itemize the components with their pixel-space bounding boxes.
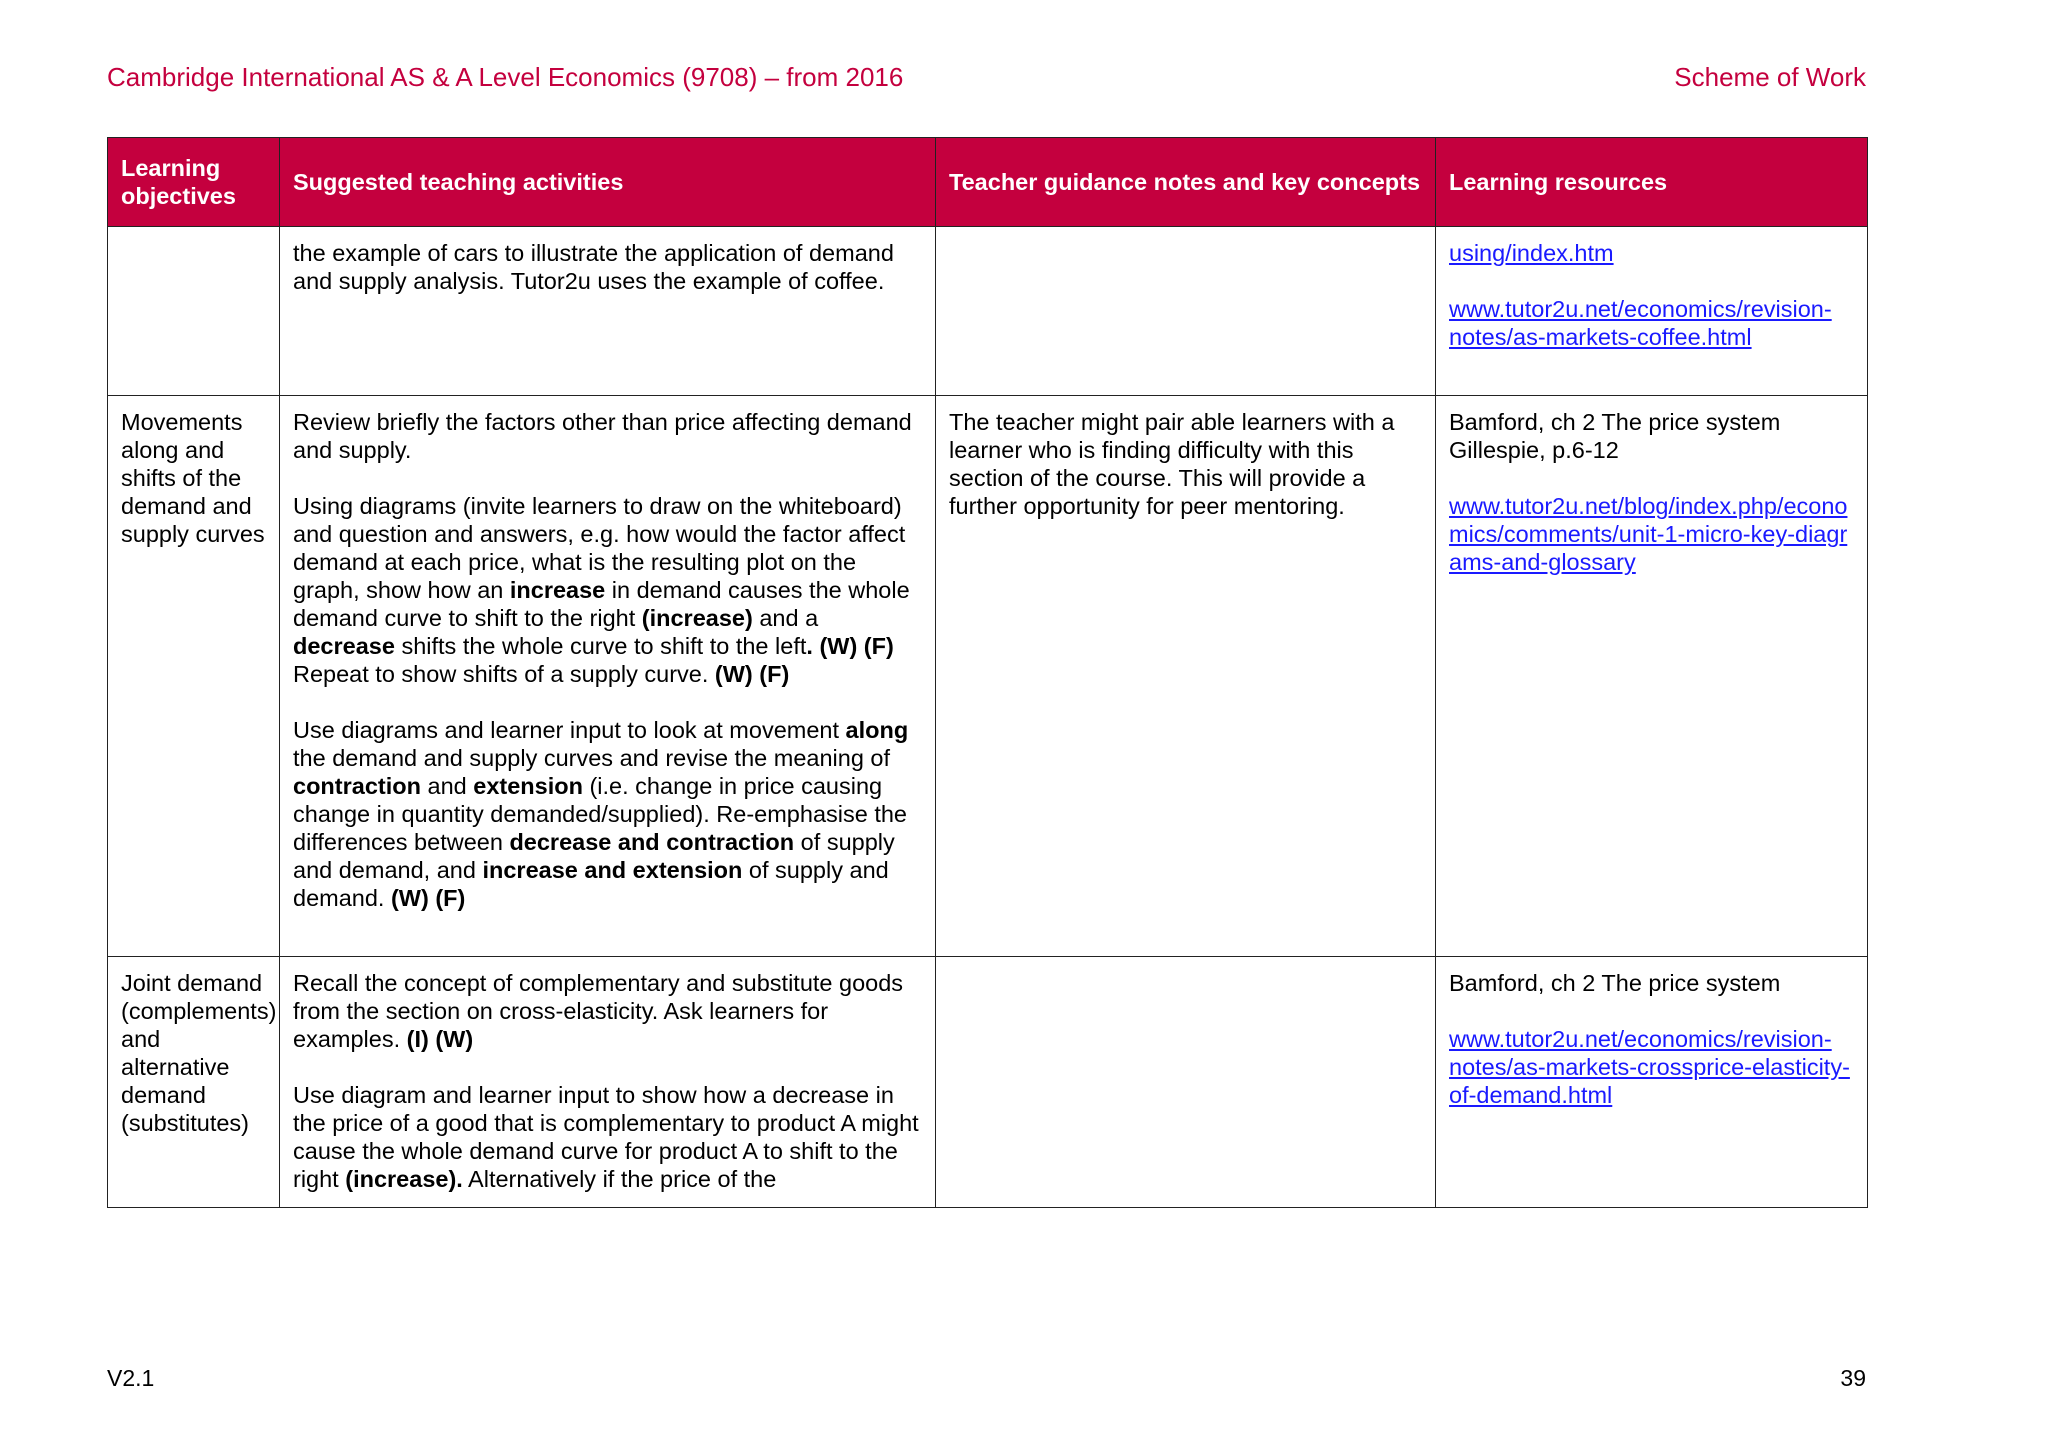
resource-link[interactable]: www.tutor2u.net/economics/revision-notes/as-markets-coffee.html bbox=[1449, 296, 1832, 350]
resource-text: Gillespie, p.6-12 bbox=[1449, 437, 1619, 463]
table-header-row bbox=[108, 138, 1868, 227]
activities-cell bbox=[280, 396, 936, 957]
document-subtitle: Scheme of Work bbox=[1674, 62, 1866, 92]
resources-cell bbox=[1436, 227, 1868, 396]
activity-text: Review briefly the factors other than price affecting demand and supply. bbox=[293, 409, 912, 463]
table-row bbox=[108, 227, 1868, 396]
resource-link[interactable]: using/index.htm bbox=[1449, 240, 1614, 266]
guidance-text: The teacher might pair able learners with a learner who is finding difficulty with this section of the course. This will provide a further opportunity for peer mentoring. bbox=[949, 409, 1395, 519]
resources-cell bbox=[1436, 957, 1868, 1208]
table-row bbox=[108, 957, 1868, 1208]
resources-cell bbox=[1436, 396, 1868, 957]
guidance-cell bbox=[936, 396, 1436, 957]
resource-text: Bamford, ch 2 The price system bbox=[1449, 970, 1781, 996]
column-header: Learning resources bbox=[1436, 138, 1868, 227]
version-label: V2.1 bbox=[107, 1365, 155, 1391]
column-header: Suggested teaching activities bbox=[280, 138, 936, 227]
guidance-cell bbox=[936, 227, 1436, 396]
column-header: Learning objectives bbox=[108, 138, 280, 227]
guidance-cell bbox=[936, 957, 1436, 1208]
activity-text: Using diagrams (invite learners to draw on the whiteboard) and question and answers, e.g. how would the factor affect demand at each price, what is the resulting plot on the graph, show how an increase in demand causes the whole demand curve to shift to the right (increase) and a decrease shifts the whole curve to shift to the left. (W) (F) Repeat to show shifts of a supply curve. (W) (F) bbox=[293, 493, 910, 687]
activity-text: the example of cars to illustrate the application of demand and supply analysis. Tutor2u uses the example of coffee. bbox=[293, 240, 894, 294]
activities-cell bbox=[280, 957, 936, 1208]
objective-cell bbox=[108, 227, 280, 396]
resource-link[interactable]: www.tutor2u.net/economics/revision-notes/as-markets-crossprice-elasticity-of-demand.html bbox=[1449, 1026, 1850, 1108]
document-title: Cambridge International AS & A Level Economics (9708) – from 2016 bbox=[107, 62, 904, 92]
table-row bbox=[108, 396, 1868, 957]
resource-link[interactable]: www.tutor2u.net/blog/index.php/economics/comments/unit-1-micro-key-diagrams-and-glossary bbox=[1449, 493, 1848, 575]
column-header: Teacher guidance notes and key concepts bbox=[936, 138, 1436, 227]
page-number: 39 bbox=[1840, 1365, 1866, 1391]
activity-text: Recall the concept of complementary and substitute goods from the section on cross-elasticity. Ask learners for examples. (I) (W) bbox=[293, 970, 904, 1052]
objective-cell: Movements along and shifts of the demand and supply curves bbox=[108, 396, 280, 957]
activity-text: Use diagrams and learner input to look at movement along the demand and supply curves and revise the meaning of contraction and extension (i.e. change in price causing change in quantity demanded/supplied). Re-emphasise the differences between decrease and contraction of supply and demand, and increase and extension of supply and demand. (W) (F) bbox=[293, 717, 909, 911]
objective-cell: Joint demand (complements) and alternative demand (substitutes) bbox=[108, 957, 280, 1208]
activities-cell bbox=[280, 227, 936, 396]
scheme-table bbox=[107, 137, 1868, 1208]
activity-text: Use diagram and learner input to show how a decrease in the price of a good that is complementary to product A might cause the whole demand curve for product A to shift to the right (increase). Alternatively if the price of the bbox=[293, 1082, 919, 1192]
resource-text: Bamford, ch 2 The price system bbox=[1449, 409, 1781, 435]
